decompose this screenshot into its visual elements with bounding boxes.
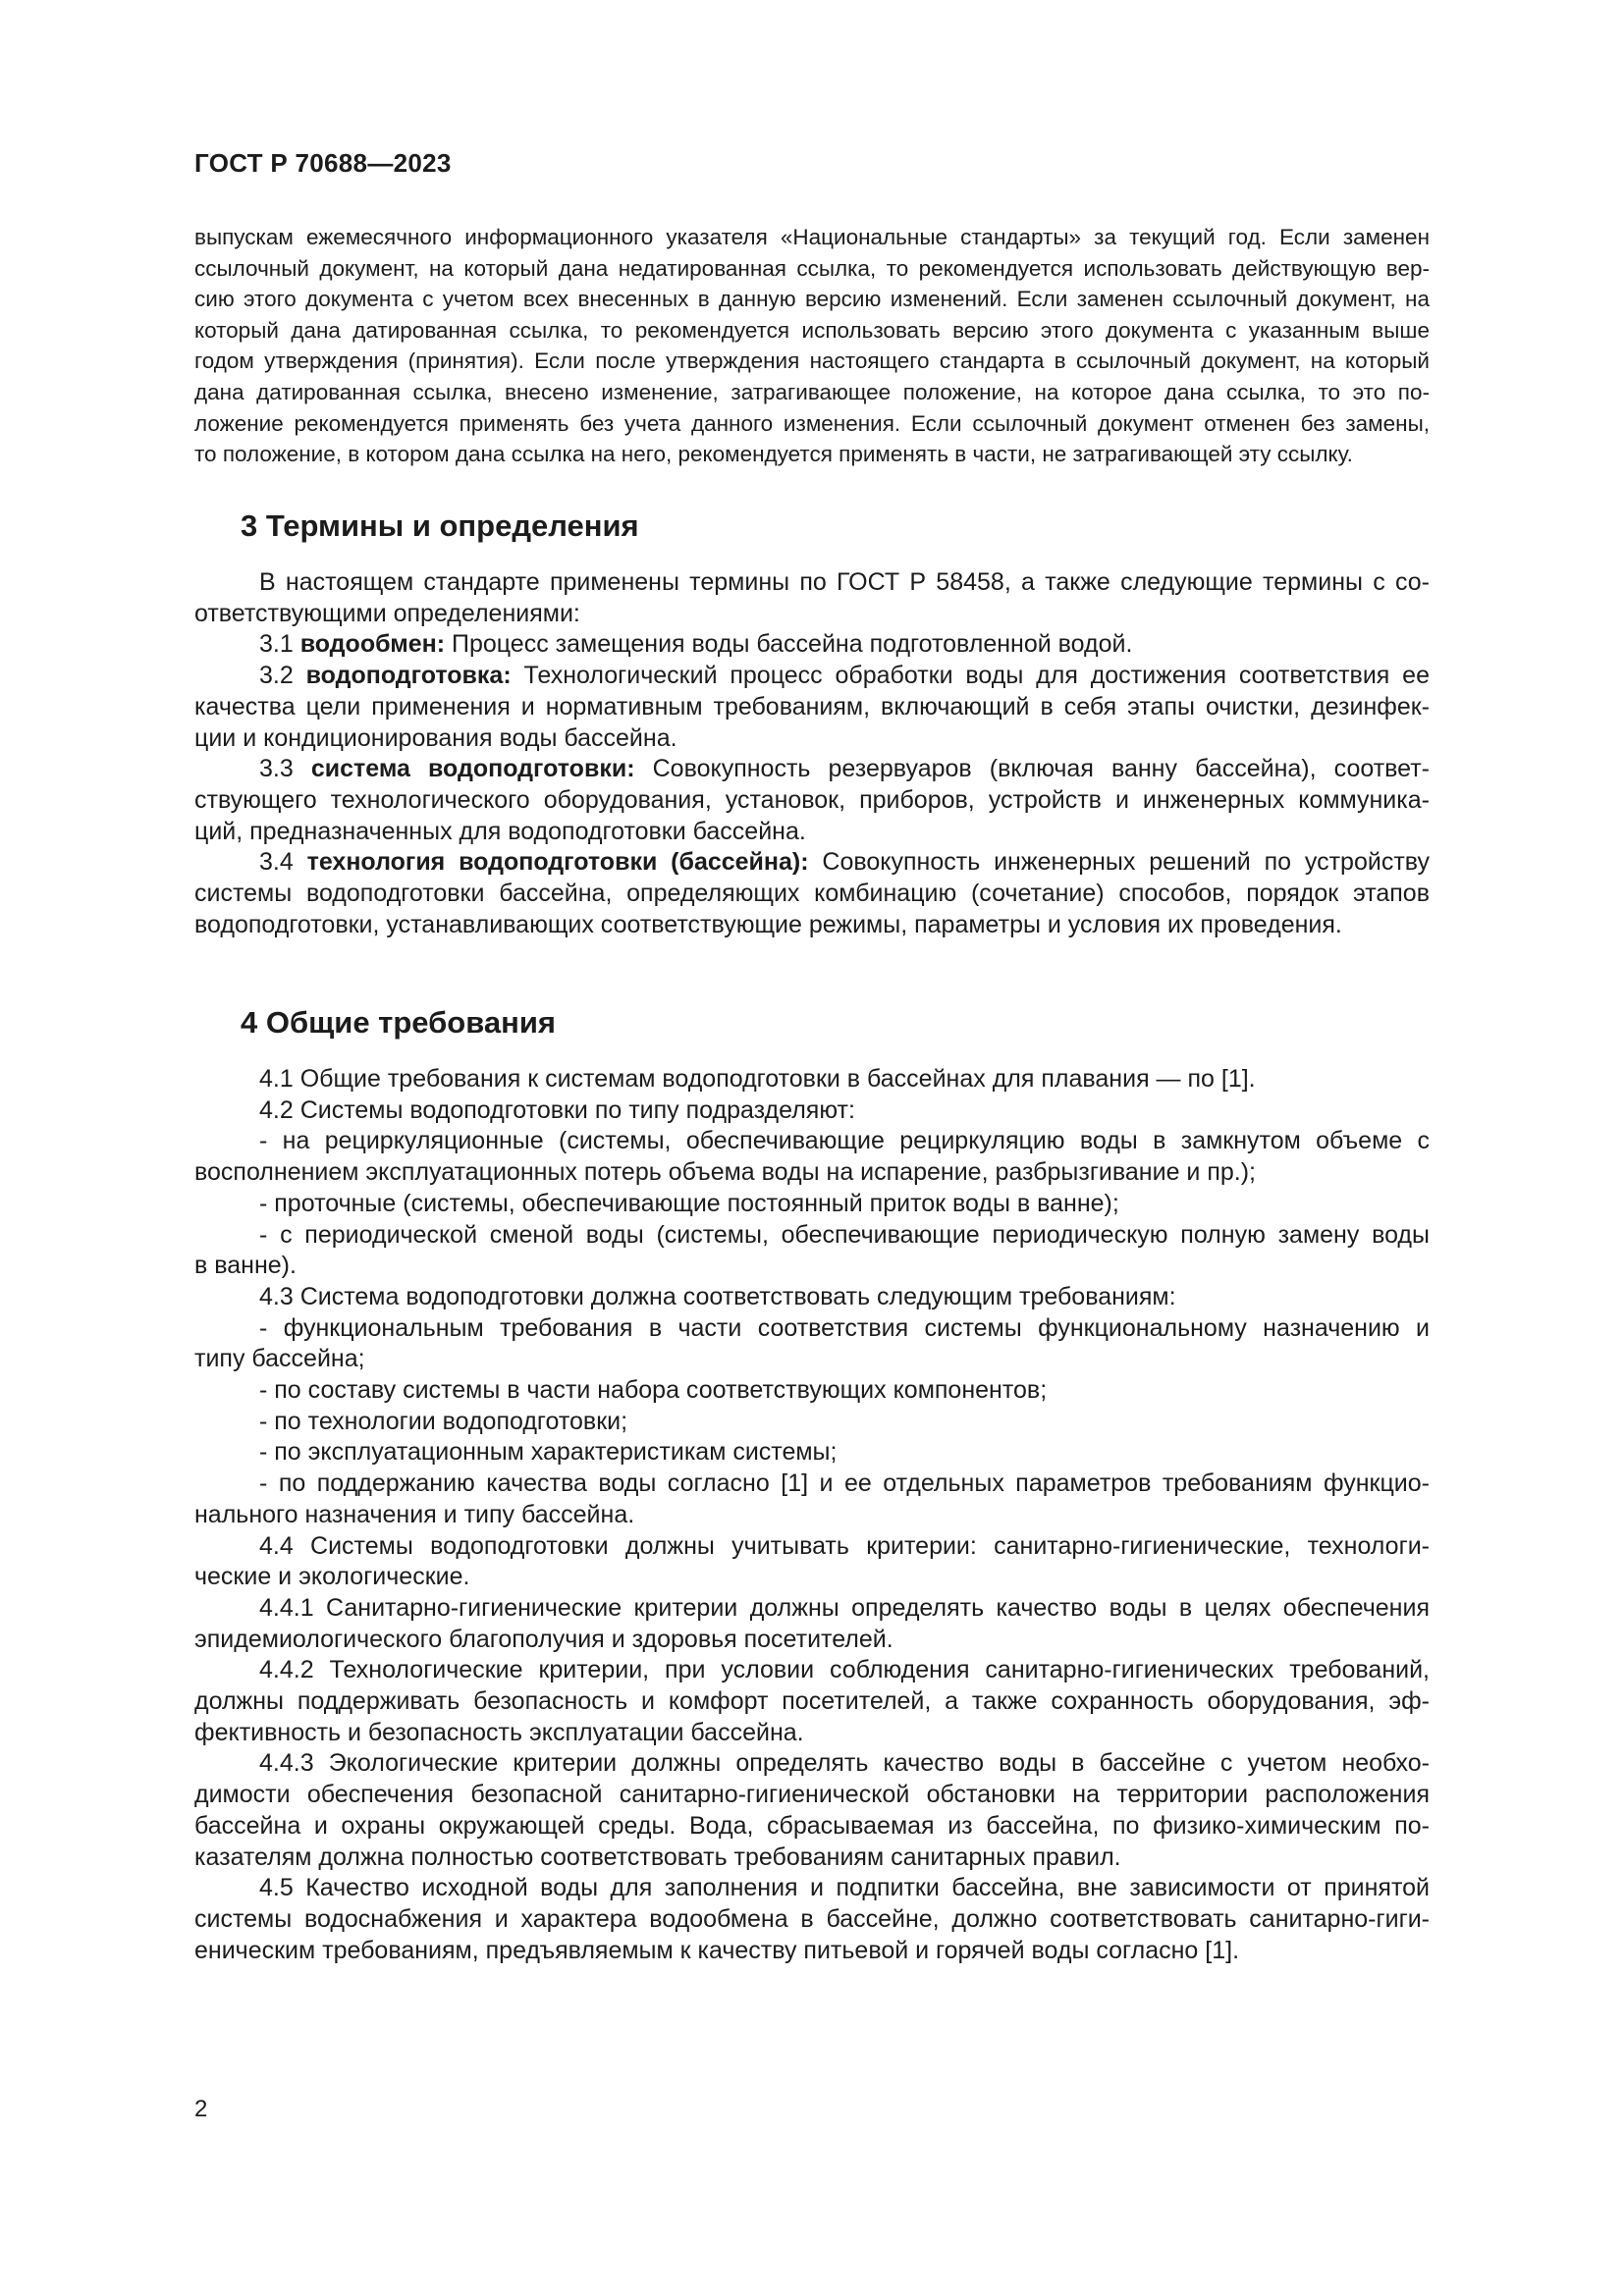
text-line: - по составу системы в части набора соответствующих компонентов;	[259, 1376, 1048, 1405]
text-line: еническим требованиям, предъявляемым к качеству питьевой и горячей воды согласно [1].	[194, 1936, 1240, 1964]
intro-paragraph	[194, 222, 1430, 470]
text-line: водоподготовки, устанавливающих соответствующие режимы, параметры и условия их проведения.	[194, 910, 1342, 938]
term-3-3	[194, 754, 1430, 785]
text-line: в ванне).	[194, 1252, 297, 1280]
text-line: нального назначения и типу бассейна.	[194, 1500, 635, 1528]
text-line: - по технологии водоподготовки;	[259, 1407, 628, 1435]
text-line: 4.4.2 Технологические критерии, при условии соблюдения санитарно-гигиенических требований,	[259, 1656, 1430, 1684]
text-line: - функциональным требования в части соответствия системы функциональному назначению и	[259, 1313, 1430, 1342]
text-line: бассейна и охраны окружающей среды. Вода, сбрасываемая из бассейна, по физико-химическим по-	[194, 1811, 1430, 1840]
text-line: должны поддерживать безопасность и комфорт посетителей, а также сохранность оборудования, эф-	[194, 1687, 1430, 1716]
text-line: 4.3 Система водоподготовки должна соответствовать следующим требованиям:	[259, 1282, 1176, 1310]
text-line: казателям должна полностью соответствовать требованиям санитарных правил.	[194, 1842, 1121, 1871]
text-line: который дана датированная ссылка, то рекомендуется использовать версию этого документа с указанным выше	[194, 317, 1430, 343]
text-line: эпидемиологического благополучия и здоровья посетителей.	[194, 1625, 893, 1653]
text-line: системы водоподготовки бассейна, определяющих комбинацию (сочетание) способов, порядок этапов	[194, 880, 1430, 908]
term-name: система водоподготовки:	[310, 755, 635, 783]
text-line: ций, предназначенных для водоподготовки бассейна.	[194, 817, 806, 845]
term-name: водообмен:	[299, 630, 446, 659]
term-number: 3.3	[259, 755, 311, 783]
text-line: ложение рекомендуется применять без учета данного изменения. Если ссылочный документ отменен без замены,	[194, 410, 1430, 436]
text-line: 4.4.1 Санитарно-гигиенические критерии должны определять качество воды в целях обеспечения	[259, 1593, 1430, 1622]
term-definition: Совокупность резервуаров (включая ванну бассейна), соответ-	[634, 755, 1430, 783]
term-name: технология водоподготовки (бассейна):	[306, 848, 809, 877]
text-line: В настоящем стандарте применены термины по ГОСТ Р 58458, а также следующие термины с со-	[259, 568, 1430, 596]
section-heading: 4 Общие требования	[241, 1005, 556, 1040]
text-line: 4.1 Общие требования к системам водоподготовки в бассейнах для плавания — по [1].	[259, 1065, 1256, 1093]
term-number: 3.2	[259, 662, 306, 690]
text-line: - по эксплуатационным характеристикам системы;	[259, 1438, 838, 1467]
term-number: 3.1	[259, 630, 300, 659]
text-line: димости обеспечения безопасной санитарно-гигиенической обстановки на территории расположения	[194, 1781, 1430, 1809]
section-body	[194, 567, 1430, 940]
text-line: ссылочный документ, на который дана недатированная ссылка, то рекомендуется использовать действующую вер-	[194, 255, 1430, 281]
text-line: ствующего технологического оборудования, установок, приборов, устройств и инженерных коммуника-	[194, 785, 1430, 814]
section-heading: 3 Термины и определения	[241, 508, 639, 543]
text-line: дана датированная ссылка, внесено изменение, затрагивающее положение, на которое дана ссылка, то это по-	[194, 379, 1430, 404]
text-line: 4.5 Качество исходной воды для заполнения и подпитки бассейна, вне зависимости от принятой	[259, 1874, 1430, 1902]
term-name: водоподготовка:	[305, 662, 512, 690]
text-line: системы водоснабжения и характера водообмена в бассейне, должно соответствовать санитарно-гиги-	[194, 1904, 1430, 1933]
text-line: восполнением эксплуатационных потерь объема воды на испарение, разбрызгивание и пр.);	[194, 1158, 1256, 1187]
section-3	[194, 508, 1430, 940]
text-line: 4.4 Системы водоподготовки должны учитывать критерии: санитарно-гигиенические, технологи-	[259, 1531, 1430, 1560]
text-line: ответствующими определениями:	[194, 599, 580, 627]
section-body	[194, 1064, 1430, 1966]
term-3-4	[194, 847, 1430, 879]
term-3-1	[194, 629, 1430, 661]
text-line: - с периодической сменой воды (системы, обеспечивающие периодическую полную замену воды	[259, 1220, 1430, 1249]
text-line: годом утверждения (принятия). Если после утверждения настоящего стандарта в ссылочный документ, на который	[194, 348, 1430, 374]
text-line: то положение, в котором дана ссылка на него, рекомендуется применять в части, не затрагивающей эту ссылку.	[194, 442, 1353, 467]
text-line: фективность и безопасность эксплуатации бассейна.	[194, 1718, 804, 1746]
page-number: 2	[194, 2096, 208, 2122]
text-line: 4.4.3 Экологические критерии должны определять качество воды в бассейне с учетом необхо-	[259, 1749, 1430, 1778]
term-number: 3.4	[259, 848, 307, 877]
text-line: типу бассейна;	[194, 1345, 365, 1373]
text-line: ческие и экологические.	[194, 1563, 470, 1591]
term-definition: Технологический процесс обработки воды для достижения соответствия ее	[511, 662, 1430, 690]
text-line: ции и кондиционирования воды бассейна.	[194, 723, 677, 752]
term-3-2	[194, 661, 1430, 692]
document-code: ГОСТ Р 70688—2023	[194, 148, 452, 178]
section-4	[194, 1005, 1430, 1966]
text-line: - по поддержанию качества воды согласно [1] и ее отдельных параметров требованиям функцио-	[259, 1469, 1430, 1498]
text-line: выпускам ежемесячного информационного указателя «Национальные стандарты» за текущий год. Если заменен	[194, 225, 1430, 249]
text-line: качества цели применения и нормативным требованиям, включающий в себя этапы очистки, дезинфек-	[194, 692, 1430, 721]
term-definition: Совокупность инженерных решений по устройству	[808, 848, 1430, 877]
text-line: - проточные (системы, обеспечивающие постоянный приток воды в ванне);	[259, 1189, 1119, 1217]
text-line: сию этого документа с учетом всех внесенных в данную версию изменений. Если заменен ссылочный документ, на	[194, 287, 1430, 312]
text-line: - на рециркуляционные (системы, обеспечивающие рециркуляцию воды в замкнутом объеме с	[259, 1127, 1430, 1155]
text-line: 4.2 Системы водоподготовки по типу подразделяют:	[259, 1095, 855, 1124]
term-definition: Процесс замещения воды бассейна подготовленной водой.	[445, 630, 1133, 659]
